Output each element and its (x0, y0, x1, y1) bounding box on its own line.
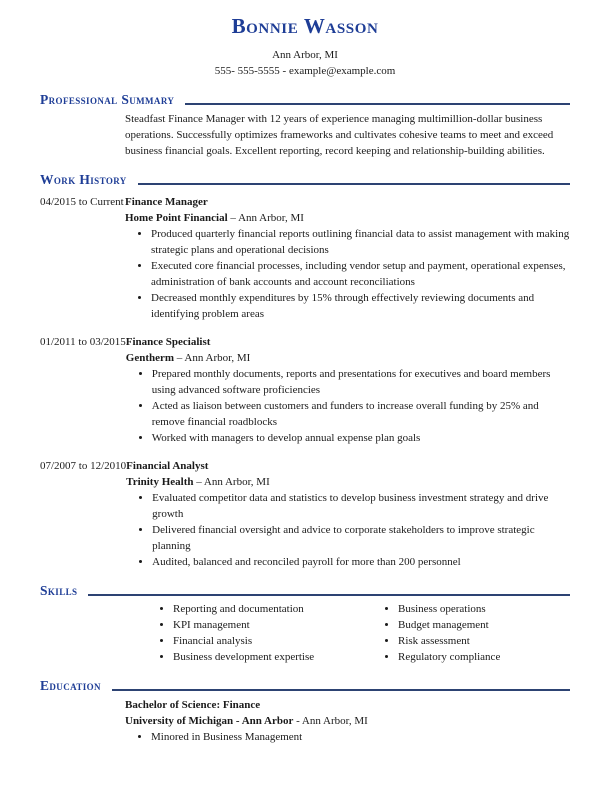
bullet-item: • Decreased monthly expenditures by 15% through effectively reviewing documents and identifying problem areas (151, 290, 570, 322)
section-title-skills: Skills (40, 583, 78, 598)
skill-item: • Regulatory compliance (398, 649, 500, 665)
bullet-item: • Evaluated competitor data and statistics to develop business investment strategy and drive growth (152, 490, 570, 522)
section-heading-work-history (40, 172, 570, 187)
job-company-line (126, 350, 570, 366)
skill-item: • Budget management (398, 617, 500, 633)
job-company-line (126, 474, 570, 490)
company-name: Trinity Health (126, 476, 194, 488)
company-location: – Ann Arbor, MI (230, 212, 304, 224)
bullet-item: • Produced quarterly financial reports outlining financial data to assist management with making strategic plans and operational decisions (151, 226, 570, 258)
company-location: – Ann Arbor, MI (176, 352, 251, 364)
summary-paragraph: Steadfast Finance Manager with 12 years of experience managing multimillion-dollar business operations. Successfully optimizes frameworks and cultivates cohesive teams to meet and exceed business financial goals. Excellent reporting, record keeping and relationship-building abilities. (125, 113, 554, 157)
job-dates: 01/2011 to 03/2015 (40, 336, 126, 348)
section-title-summary: Professional Summary (40, 92, 175, 107)
candidate-name: Bonnie Wasson (231, 14, 379, 38)
education-school-line (125, 713, 570, 729)
job-dates: 07/2007 to 12/2010 (40, 460, 127, 472)
job-title: Finance Manager (125, 196, 208, 208)
section-rule (185, 103, 570, 105)
company-name: Gentherm (125, 352, 175, 364)
job-bullet-list (125, 226, 570, 322)
skills-columns (125, 601, 570, 665)
candidate-location: Ann Arbor, MI (272, 49, 338, 61)
section-heading-summary (40, 92, 570, 107)
skill-item: • Business operations (398, 601, 500, 617)
section-rule (112, 689, 570, 691)
section-heading-education (40, 678, 570, 693)
section-rule (138, 183, 570, 185)
job-dates: 04/2015 to Current (40, 196, 124, 208)
bullet-item: • Worked with managers to develop annual expense plan goals (152, 430, 570, 446)
education-block (125, 697, 570, 745)
bullet-item: • Delivered financial oversight and advice to corporate stakeholders to improve strategic planning (152, 522, 570, 554)
skill-item: • Business development expertise (173, 649, 386, 665)
education-school: University of Michigan - Ann Arbor (125, 715, 294, 727)
bullet-item: • Executed core financial processes, including vendor setup and payment, operational expenses, administration of bank accounts and account reconciliations (151, 258, 570, 290)
section-rule (88, 594, 570, 596)
section-title-education: Education (40, 678, 101, 693)
bullet-item: • Acted as liaison between customers and funders to increase overall funding by 25% and remove financial roadblocks (152, 398, 570, 430)
education-school-location: - Ann Arbor, MI (296, 715, 368, 727)
skill-item: • Risk assessment (398, 633, 500, 649)
candidate-contact: 555- 555-5555 - example@example.com (214, 65, 396, 77)
bullet-item: • Minored in Business Management (151, 729, 570, 745)
section-title-work-history: Work History (40, 172, 127, 187)
education-degree: Bachelor of Science: Finance (125, 699, 261, 711)
education-bullet-list (125, 729, 570, 745)
bullet-item: • Prepared monthly documents, reports and presentations for executives and board members using advanced software proficiencies (152, 366, 570, 398)
resume-header (40, 13, 570, 79)
bullet-item: • Audited, balanced and reconciled payroll for more than 200 personnel (152, 554, 570, 570)
job-company-line (125, 210, 570, 226)
skill-item: • Reporting and documentation (173, 601, 386, 617)
job-entry (40, 458, 570, 570)
job-title: Financial Analyst (126, 460, 209, 472)
job-main (126, 334, 570, 446)
job-entry (40, 194, 570, 322)
company-name: Home Point Financial (125, 212, 228, 224)
job-main (126, 458, 570, 570)
job-main (125, 194, 570, 322)
job-entry (40, 334, 570, 446)
skill-item: • Financial analysis (173, 633, 386, 649)
job-title: Finance Specialist (125, 336, 211, 348)
skills-column-right (386, 601, 500, 665)
section-heading-skills (40, 583, 570, 598)
skill-item: • KPI management (173, 617, 386, 633)
skills-column-left (125, 601, 386, 665)
job-bullet-list (126, 490, 570, 570)
job-bullet-list (126, 366, 570, 446)
company-location: – Ann Arbor, MI (196, 476, 270, 488)
